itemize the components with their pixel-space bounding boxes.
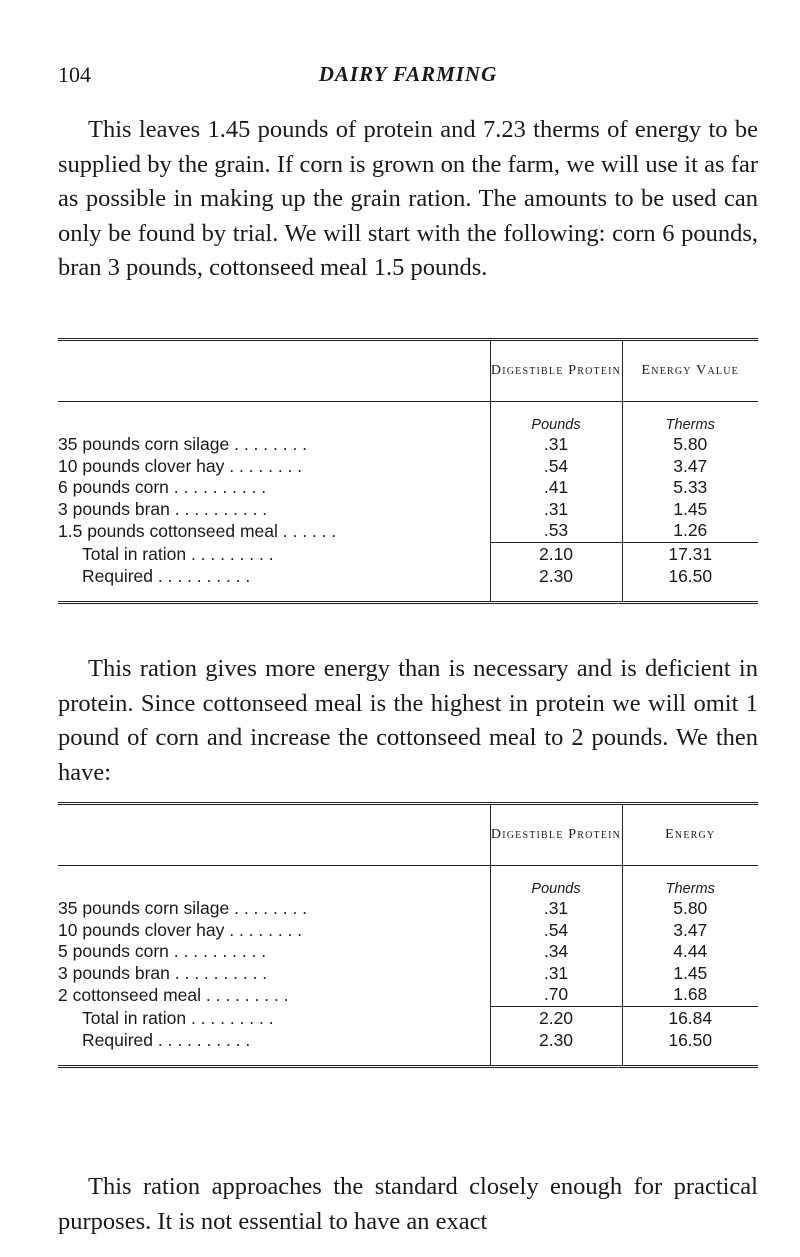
energy-unit: Therms	[622, 402, 758, 435]
energy-value: 1.26	[622, 520, 758, 542]
running-header	[58, 62, 758, 92]
protein-value: .31	[490, 963, 622, 985]
required-label: Required . . . . . . . . . .	[82, 1029, 251, 1050]
total-protein: 2.10	[490, 542, 622, 565]
required-label: Required . . . . . . . . . .	[82, 565, 251, 586]
energy-value: 3.47	[622, 456, 758, 478]
table-row	[58, 520, 758, 542]
feed-label: 1.5 pounds cottonseed meal . . . . . .	[58, 520, 337, 541]
total-row	[58, 1006, 758, 1029]
protein-value: .31	[490, 499, 622, 521]
required-row	[58, 565, 758, 603]
protein-value: .31	[490, 898, 622, 920]
table-row	[58, 984, 758, 1006]
protein-unit: Pounds	[490, 402, 622, 435]
table-row	[58, 456, 758, 478]
protein-value: .53	[490, 520, 622, 542]
feed-label: 3 pounds bran . . . . . . . . . .	[58, 498, 268, 519]
protein-value: .54	[490, 920, 622, 942]
total-energy: 17.31	[622, 542, 758, 565]
paragraph-conclusion: This ration approaches the standard closely enough for practical purposes. It is not essential to have an exact	[58, 1173, 758, 1235]
feed-label: 5 pounds corn . . . . . . . . . .	[58, 941, 267, 962]
table-row	[58, 477, 758, 499]
units-row	[58, 402, 758, 435]
energy-value: 5.80	[622, 434, 758, 456]
protein-column-header: Digestible Protein	[490, 340, 622, 402]
feed-label: 2 cottonseed meal . . . . . . . . .	[58, 984, 289, 1005]
protein-column-header: Digestible Protein	[490, 804, 622, 866]
total-protein: 2.20	[490, 1006, 622, 1029]
energy-value: 1.45	[622, 963, 758, 985]
table-row	[58, 963, 758, 985]
required-row	[58, 1029, 758, 1067]
feed-label: 10 pounds clover hay . . . . . . . .	[58, 455, 303, 476]
total-row	[58, 542, 758, 565]
table-header-row	[58, 340, 758, 402]
table-header-row	[58, 804, 758, 866]
feed-label: 35 pounds corn silage . . . . . . . .	[58, 434, 308, 454]
table-row	[58, 499, 758, 521]
energy-value: 3.47	[622, 920, 758, 942]
running-title: DAIRY FARMING	[318, 62, 498, 86]
page-number: 104	[58, 62, 91, 87]
ration-table-1	[58, 338, 758, 604]
feed-label: 6 pounds corn . . . . . . . . . .	[58, 477, 267, 498]
energy-column-header: Energy Value	[622, 340, 758, 402]
ration-table-2	[58, 802, 758, 1068]
total-label: Total in ration . . . . . . . . .	[82, 1007, 274, 1028]
energy-value: 5.80	[622, 898, 758, 920]
required-energy: 16.50	[622, 1029, 758, 1067]
required-protein: 2.30	[490, 1029, 622, 1067]
feed-column-header	[58, 340, 490, 402]
energy-value: 1.45	[622, 499, 758, 521]
protein-value: .54	[490, 456, 622, 478]
total-energy: 16.84	[622, 1006, 758, 1029]
protein-value: .34	[490, 941, 622, 963]
total-label: Total in ration . . . . . . . . .	[82, 543, 274, 564]
table-row	[58, 941, 758, 963]
units-row	[58, 866, 758, 899]
table-row	[58, 434, 758, 456]
feed-label: 10 pounds clover hay . . . . . . . .	[58, 919, 303, 940]
feed-label: 35 pounds corn silage . . . . . . . .	[58, 898, 308, 918]
protein-value: .41	[490, 477, 622, 499]
feed-label: 3 pounds bran . . . . . . . . . .	[58, 962, 268, 983]
energy-column-header: Energy	[622, 804, 758, 866]
protein-value: .31	[490, 434, 622, 456]
protein-value: .70	[490, 984, 622, 1006]
protein-unit: Pounds	[490, 866, 622, 899]
energy-value: 1.68	[622, 984, 758, 1006]
table-row	[58, 920, 758, 942]
required-energy: 16.50	[622, 565, 758, 603]
energy-unit: Therms	[622, 866, 758, 899]
table-row	[58, 898, 758, 920]
required-protein: 2.30	[490, 565, 622, 603]
energy-value: 4.44	[622, 941, 758, 963]
feed-column-header	[58, 804, 490, 866]
paragraph-adjustment: This ration gives more energy than is necessary and is deficient in protein. Since cottonseed meal is the highest in protein we will omit 1 pound of corn and increase the cottonseed meal to 2 pounds. We then have:	[58, 655, 758, 786]
energy-value: 5.33	[622, 477, 758, 499]
paragraph-intro: This leaves 1.45 pounds of protein and 7.23 therms of energy to be supplied by the grain. If corn is grown on the farm, we will use it as far as possible in making up the grain ration. The amounts to be used can only be found by trial. We will start with the following: corn 6 pounds, bran 3 pounds, cottonseed meal 1.5 pounds.	[58, 116, 758, 281]
